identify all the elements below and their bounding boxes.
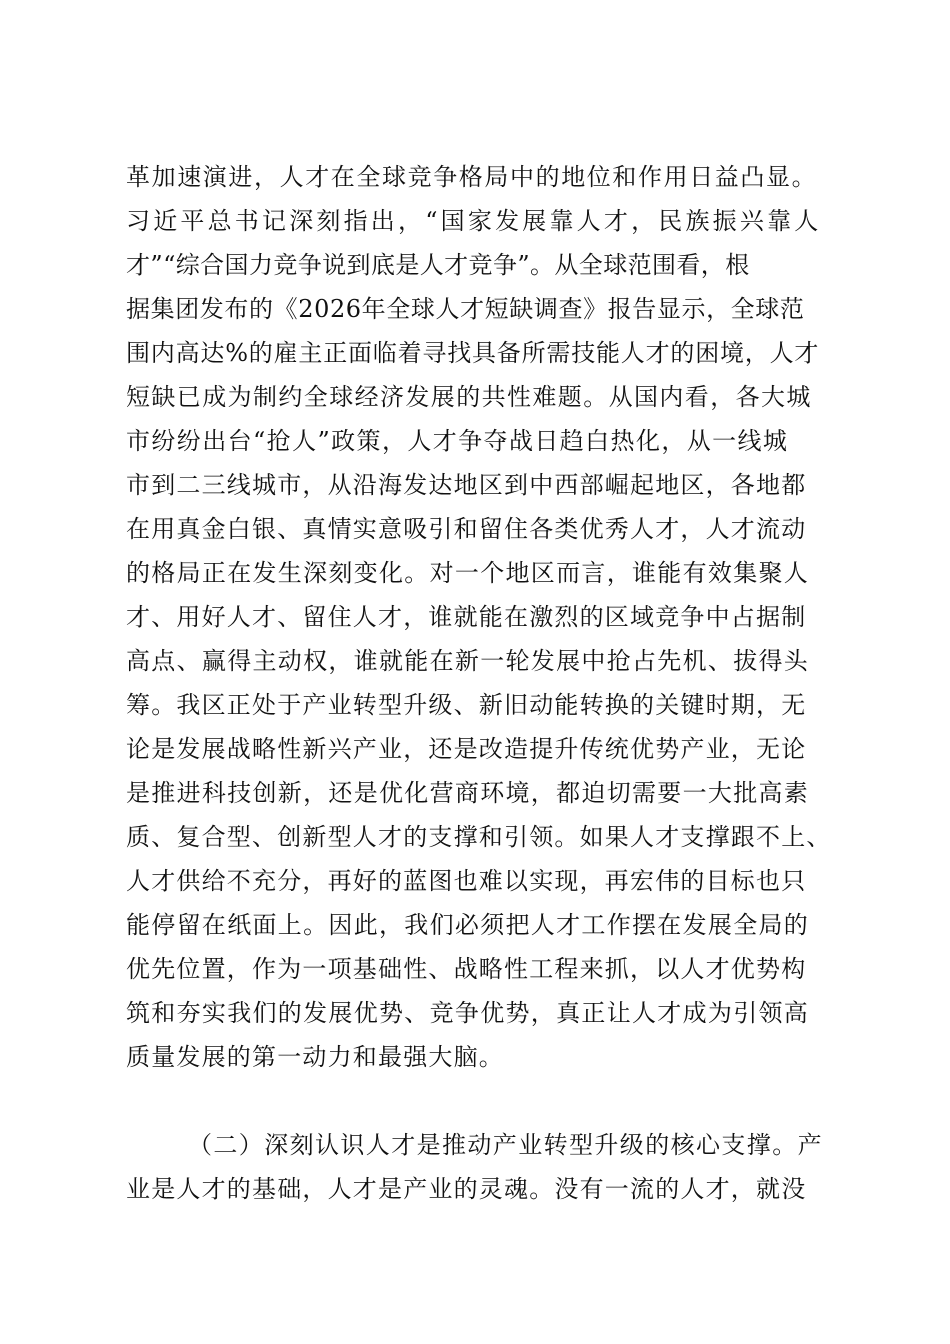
text-line: 能停留在纸面上。因此，我们必须把人才工作摆在发展全局的: [126, 911, 810, 939]
text-line: 革加速演进，人才在全球竞争格局中的地位和作用日益凸显。: [126, 163, 818, 191]
text-line: 论是发展战略性新兴产业，还是改造提升传统优势产业，无论: [126, 735, 807, 763]
text-line: 业是人才的基础，人才是产业的灵魂。没有一流的人才，就没: [126, 1175, 807, 1203]
text-line: 习近平总书记深刻指出，“国家发展靠人才，民族振兴靠人: [126, 207, 822, 235]
section-heading-line: （二）深刻认识人才是推动产业转型升级的核心支撑。产: [188, 1131, 823, 1159]
text-line: 是推进科技创新，还是优化营商环境，都迫切需要一大批高素: [126, 779, 810, 807]
text-line: 人才供给不充分，再好的蓝图也难以实现，再宏伟的目标也只: [126, 867, 807, 895]
text-line: 市到二三线城市，从沿海发达地区到中西部崛起地区，各地都: [126, 471, 807, 499]
text-line: 据集团发布的《2026年全球人才短缺调查》报告显示，全球范: [126, 295, 805, 323]
text-line: 才”“综合国力竞争说到底是人才竞争”。从全球范围看，根: [126, 251, 750, 279]
text-line: 筑和夯实我们的发展优势、竞争优势，真正让人才成为引领高: [126, 999, 810, 1027]
text-line: 高点、赢得主动权，谁就能在新一轮发展中抢占先机、拔得头: [126, 647, 810, 675]
text-line: 在用真金白银、真情实意吸引和留住各类优秀人才，人才流动: [126, 515, 807, 543]
text-line: 优先位置，作为一项基础性、战略性工程来抓，以人才优势构: [126, 955, 807, 983]
text-line: 质量发展的第一动力和最强大脑。: [126, 1043, 504, 1071]
text-line: 围内高达%的雇主正面临着寻找具备所需技能人才的困境，人才: [126, 339, 820, 367]
text-line: 才、用好人才、留住人才，谁就能在激烈的区域竞争中占据制: [126, 603, 807, 631]
text-line: 筹。我区正处于产业转型升级、新旧动能转换的关键时期，无: [126, 691, 807, 719]
text-line: 短缺已成为制约全球经济发展的共性难题。从国内看，各大城: [126, 383, 812, 411]
text-line: 的格局正在发生深刻变化。对一个地区而言，谁能有效集聚人: [126, 559, 810, 587]
text-line: 质、复合型、创新型人才的支撑和引领。如果人才支撑跟不上、: [126, 823, 832, 851]
text-line: 市纷纷出台“抢人”政策，人才争夺战日趋白热化，从一线城: [126, 427, 789, 455]
